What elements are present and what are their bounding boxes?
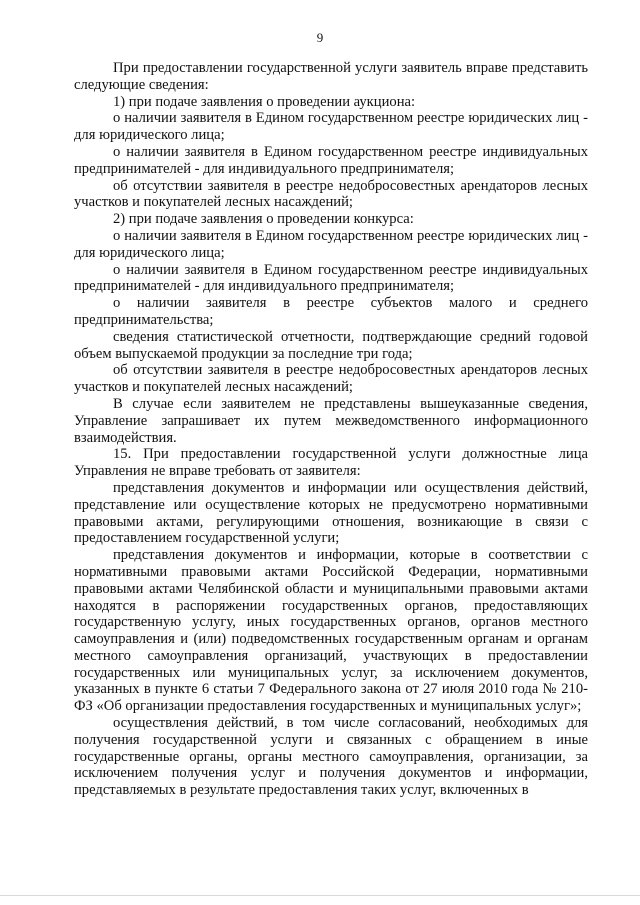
paragraph: представления документов и информации, которые в соответствии с нормативными правовыми актами Российской Федерации, нормативными правовыми актами Челябинской области и муниципальными правовыми актами находятся в распоряжении государственных органов, предоставляющих государственную услугу, иных государственных органов, органов местного самоуправления и (или) подведомственных государственным органам и органам местного самоуправления организаций, участвующих в предоставлении государственных или муниципальных услуг, за исключением документов, указанных в пункте 6 статьи 7 Федерального закона от 27 июля 2010 года № 210-ФЗ «Об организации предоставления государственных и муниципальных услуг»; xyxy=(74,547,588,715)
paragraph: При предоставлении государственной услуги заявитель вправе представить следующие сведения: xyxy=(74,60,588,93)
paragraph: об отсутствии заявителя в реестре недобросовестных арендаторов лесных участков и покупателей лесных насаждений; xyxy=(74,362,588,396)
page-number: 9 xyxy=(316,30,324,45)
paragraph: о наличии заявителя в Едином государственном реестре юридических лиц - для юридического лица; xyxy=(74,227,588,261)
paragraph: 15. При предоставлении государственной услуги должностные лица Управления не вправе требовать от заявителя: xyxy=(74,446,588,480)
paragraph: о наличии заявителя в Едином государственном реестре юридических лиц - для юридического лица; xyxy=(74,110,588,144)
paragraph: о наличии заявителя в реестре субъектов малого и среднего предпринимательства; xyxy=(74,295,588,328)
paragraph: представления документов и информации или осуществления действий, представление или осуществление которых не предусмотрено нормативными правовыми актами, регулирующими отношения, возникающие в связи с предоставлением государственной услуги; xyxy=(74,479,588,547)
paragraph: 2) при подаче заявления о проведении конкурса: xyxy=(113,211,414,228)
paragraph: о наличии заявителя в Едином государственном реестре индивидуальных предпринимателей - для индивидуального предпринимателя; xyxy=(74,143,588,177)
paragraph: об отсутствии заявителя в реестре недобросовестных арендаторов лесных участков и покупателей лесных насаждений; xyxy=(74,177,588,211)
bottom-divider xyxy=(0,895,640,896)
document-body xyxy=(74,60,588,799)
paragraph: В случае если заявителем не представлены вышеуказанные сведения, Управление запрашивает их путем межведомственного информационного взаимодействия. xyxy=(74,395,588,446)
paragraph: 1) при подаче заявления о проведении аукциона: xyxy=(113,93,416,110)
paragraph: сведения статистической отчетности, подтверждающие средний годовой объем выпускаемой продукции за последние три года; xyxy=(74,328,588,362)
paragraph: осуществления действий, в том числе согласований, необходимых для получения государственной услуги и связанных с обращением в иные государственные органы, органы местного самоуправления, организации, за исключением получения услуг и получения документов и информации, представляемых в результате предоставления таких услуг, включенных в xyxy=(74,715,588,799)
paragraph: о наличии заявителя в Едином государственном реестре индивидуальных предпринимателей - для индивидуального предпринимателя; xyxy=(74,261,588,295)
